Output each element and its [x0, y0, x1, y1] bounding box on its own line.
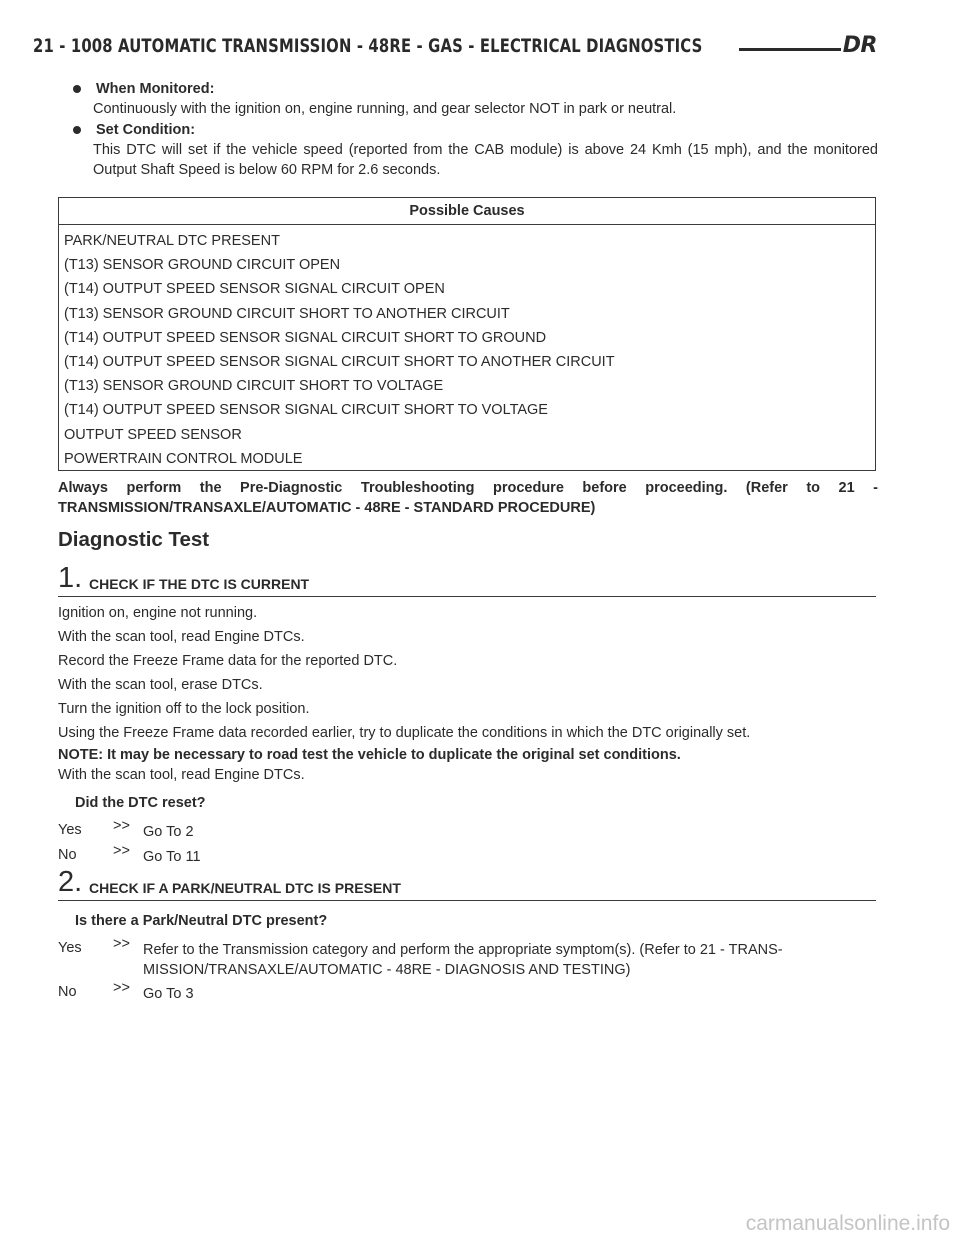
cause-item: (T14) OUTPUT SPEED SENSOR SIGNAL CIRCUIT SHORT TO VOLTAGE: [64, 402, 548, 419]
answer-text: Go To 2: [143, 824, 194, 840]
step-question: Did the DTC reset?: [75, 795, 206, 811]
arrow-icon: >>: [113, 843, 130, 859]
step-2-header: [58, 866, 876, 901]
bullet-text: This DTC will set if the vehicle speed (reported from the CAB module) is above 24 Kmh (15 mph), and the monitored Output Shaft Speed is below 60 RPM for 2.6 seconds.: [93, 142, 878, 178]
step-title: CHECK IF THE DTC IS CURRENT: [89, 576, 310, 592]
possible-causes-table: [58, 197, 876, 471]
step-line: Using the Freeze Frame data recorded earlier, try to duplicate the conditions in which the DTC originally set.: [58, 725, 751, 741]
causes-list: [64, 232, 615, 474]
step-number: 2.: [58, 866, 83, 898]
step-1-header: [58, 562, 876, 597]
bullet-title: Set Condition:: [96, 122, 196, 138]
step-question: Is there a Park/Neutral DTC present?: [75, 913, 328, 929]
watermark: carmanualsonline.info: [745, 1212, 950, 1235]
step-line: Record the Freeze Frame data for the reported DTC.: [58, 653, 398, 669]
step-title: CHECK IF A PARK/NEUTRAL DTC IS PRESENT: [89, 880, 401, 896]
arrow-icon: >>: [113, 980, 130, 996]
answer-text: Refer to the Transmission category and perform the appropriate symptom(s). (Refer to 21 - TRANS-: [143, 942, 783, 958]
cause-item: OUTPUT SPEED SENSOR: [64, 426, 242, 443]
answer-text: Go To 3: [143, 986, 194, 1002]
answer-text: MISSION/TRANSAXLE/AUTOMATIC - 48RE - DIAGNOSIS AND TESTING): [143, 962, 631, 978]
arrow-icon: >>: [113, 818, 130, 834]
pre-diagnostic-note: Always perform the Pre-Diagnostic Troubleshooting procedure before proceeding. (Refer to 21 - TRANSMISSION/TRANSAXLE/AUTOMATIC - 48RE - STANDARD PROCEDURE): [58, 480, 878, 516]
step-note: NOTE: It may be necessary to road test the vehicle to duplicate the original set conditions.: [58, 747, 681, 763]
answer-label: Yes: [58, 822, 82, 838]
step-line: With the scan tool, read Engine DTCs.: [58, 629, 305, 645]
page-header: [33, 35, 877, 65]
answer-text: Go To 11: [143, 849, 201, 865]
cause-item: (T13) SENSOR GROUND CIRCUIT OPEN: [64, 257, 341, 274]
cause-item: (T13) SENSOR GROUND CIRCUIT SHORT TO VOLTAGE: [64, 378, 444, 395]
header-title: 21 - 1008 AUTOMATIC TRANSMISSION - 48RE - GAS - ELECTRICAL DIAGNOSTICS: [33, 35, 703, 57]
cause-item: (T14) OUTPUT SPEED SENSOR SIGNAL CIRCUIT SHORT TO ANOTHER CIRCUIT: [64, 353, 615, 370]
section-title: Diagnostic Test: [58, 528, 210, 551]
cause-item: POWERTRAIN CONTROL MODULE: [64, 450, 303, 467]
answer-label: No: [58, 984, 77, 1000]
step-line: Turn the ignition off to the lock position.: [58, 701, 310, 717]
step-number: 1.: [58, 562, 83, 594]
bullet-title: When Monitored:: [96, 81, 215, 97]
bullet-icon: [73, 126, 81, 134]
header-rule: [739, 48, 841, 51]
bullet-icon: [73, 85, 81, 93]
bullet-text: Continuously with the ignition on, engine running, and gear selector NOT in park or neutral.: [93, 101, 677, 117]
causes-title: Possible Causes: [59, 198, 875, 225]
answer-label: Yes: [58, 940, 82, 956]
cause-item: (T14) OUTPUT SPEED SENSOR SIGNAL CIRCUIT OPEN: [64, 281, 445, 298]
arrow-icon: >>: [113, 936, 130, 952]
cause-item: (T13) SENSOR GROUND CIRCUIT SHORT TO ANOTHER CIRCUIT: [64, 305, 510, 322]
answer-label: No: [58, 847, 77, 863]
cause-item: (T14) OUTPUT SPEED SENSOR SIGNAL CIRCUIT SHORT TO GROUND: [64, 329, 547, 346]
step-line: With the scan tool, erase DTCs.: [58, 677, 263, 693]
cause-item: PARK/NEUTRAL DTC PRESENT: [64, 233, 280, 249]
step-line: Ignition on, engine not running.: [58, 605, 258, 621]
step-line: With the scan tool, read Engine DTCs.: [58, 767, 305, 783]
dr-logo: DR: [842, 33, 877, 58]
